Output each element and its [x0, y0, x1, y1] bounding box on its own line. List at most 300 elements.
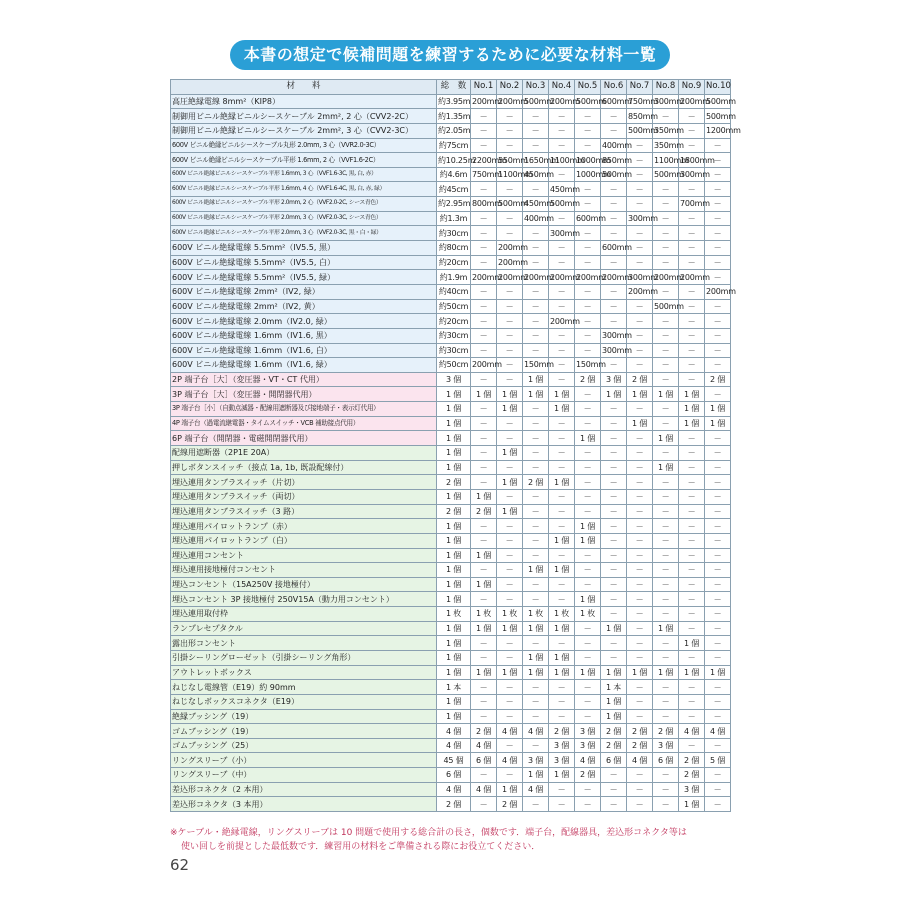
header-problem-3: No.3	[523, 80, 549, 95]
material-name: ねじなしボックスコネクタ（E19）	[171, 694, 437, 709]
problem-4-quantity: 200mm	[549, 94, 575, 109]
problem-2-quantity: 500mm	[497, 197, 523, 212]
problem-10-quantity: －	[705, 797, 731, 812]
problem-4-quantity: －	[549, 299, 575, 314]
problem-2-quantity: －	[497, 577, 523, 592]
problem-2-quantity: －	[497, 372, 523, 387]
header-problem-5: No.5	[575, 80, 601, 95]
problem-8-quantity: －	[653, 768, 679, 783]
problem-2-quantity: －	[497, 431, 523, 446]
problem-2-quantity: 200mm	[497, 241, 523, 256]
material-name: ゴムブッシング（19）	[171, 724, 437, 739]
problem-9-quantity: 2 個	[679, 768, 705, 783]
problem-3-quantity: －	[523, 504, 549, 519]
problem-7-quantity: －	[627, 607, 653, 622]
table-row	[171, 358, 731, 373]
problem-9-quantity: －	[679, 446, 705, 461]
problem-9-quantity: －	[679, 109, 705, 124]
material-name: 2P 端子台［大］（変圧器・VT・CT 代用）	[171, 372, 437, 387]
problem-5-quantity: －	[575, 226, 601, 241]
problem-7-quantity: －	[627, 446, 653, 461]
problem-7-quantity: 2 個	[627, 738, 653, 753]
problem-6-quantity: －	[601, 358, 627, 373]
problem-10-quantity: －	[705, 489, 731, 504]
problem-5-quantity: －	[575, 460, 601, 475]
problem-3-quantity: －	[523, 519, 549, 534]
problem-10-quantity: －	[705, 504, 731, 519]
problem-3-quantity: －	[523, 255, 549, 270]
problem-4-quantity: －	[549, 241, 575, 256]
total-quantity: 2 個	[437, 475, 471, 490]
material-name: 引掛シーリングローゼット（引掛シーリング角形）	[171, 650, 437, 665]
problem-5-quantity: －	[575, 416, 601, 431]
problem-8-quantity: 300mm	[653, 94, 679, 109]
problem-5-quantity: －	[575, 577, 601, 592]
problem-5-quantity: －	[575, 563, 601, 578]
problem-10-quantity: －	[705, 577, 731, 592]
problem-8-quantity: 1 個	[653, 387, 679, 402]
problem-8-quantity: －	[653, 109, 679, 124]
problem-6-quantity: －	[601, 431, 627, 446]
problem-1-quantity: 4 個	[471, 782, 497, 797]
problem-5-quantity: －	[575, 504, 601, 519]
problem-4-quantity: －	[549, 709, 575, 724]
total-quantity: 約4.6m	[437, 167, 471, 182]
problem-5-quantity: －	[575, 446, 601, 461]
problem-3-quantity: －	[523, 299, 549, 314]
problem-3-quantity: 1650mm	[523, 153, 549, 168]
problem-1-quantity: 2 個	[471, 724, 497, 739]
problem-2-quantity: 4 個	[497, 724, 523, 739]
problem-7-quantity: 500mm	[627, 123, 653, 138]
problem-3-quantity: 1 枚	[523, 607, 549, 622]
problem-8-quantity: 1 個	[653, 431, 679, 446]
problem-9-quantity: 700mm	[679, 197, 705, 212]
problem-7-quantity: －	[627, 460, 653, 475]
problem-5-quantity: －	[575, 489, 601, 504]
problem-7-quantity: －	[627, 153, 653, 168]
problem-8-quantity: －	[653, 694, 679, 709]
problem-7-quantity: －	[627, 782, 653, 797]
problem-3-quantity: －	[523, 123, 549, 138]
problem-6-quantity: －	[601, 475, 627, 490]
problem-5-quantity: －	[575, 284, 601, 299]
problem-4-quantity: －	[549, 284, 575, 299]
total-quantity: 約1.9m	[437, 270, 471, 285]
problem-3-quantity: 450mm	[523, 197, 549, 212]
problem-8-quantity: 2 個	[653, 724, 679, 739]
material-name: リングスリーブ（中）	[171, 768, 437, 783]
problem-3-quantity: －	[523, 548, 549, 563]
problem-6-quantity: 200mm	[601, 270, 627, 285]
problem-10-quantity: －	[705, 563, 731, 578]
problem-6-quantity: －	[601, 402, 627, 417]
problem-1-quantity: －	[471, 694, 497, 709]
problem-5-quantity: 3 個	[575, 738, 601, 753]
problem-9-quantity: －	[679, 563, 705, 578]
table-row	[171, 211, 731, 226]
problem-8-quantity: －	[653, 533, 679, 548]
total-quantity: 1 個	[437, 650, 471, 665]
material-name: 3P 端子台［大］（変圧器・開閉器代用）	[171, 387, 437, 402]
problem-5-quantity: 1 枚	[575, 607, 601, 622]
problem-8-quantity: －	[653, 197, 679, 212]
problem-9-quantity: －	[679, 548, 705, 563]
problem-5-quantity: 1000mm	[575, 153, 601, 168]
problem-9-quantity: －	[679, 328, 705, 343]
problem-1-quantity: －	[471, 431, 497, 446]
problem-5-quantity: 1 個	[575, 592, 601, 607]
problem-3-quantity: －	[523, 738, 549, 753]
total-quantity: 1 個	[437, 548, 471, 563]
problem-6-quantity: －	[601, 197, 627, 212]
problem-7-quantity: 1 個	[627, 665, 653, 680]
total-quantity: 6 個	[437, 768, 471, 783]
table-row	[171, 299, 731, 314]
problem-8-quantity: －	[653, 416, 679, 431]
problem-8-quantity: －	[653, 650, 679, 665]
problem-2-quantity: －	[497, 109, 523, 124]
problem-6-quantity: 600mm	[601, 241, 627, 256]
table-row	[171, 431, 731, 446]
problem-1-quantity: －	[471, 255, 497, 270]
problem-1-quantity: －	[471, 519, 497, 534]
problem-4-quantity: －	[549, 694, 575, 709]
problem-2-quantity: －	[497, 328, 523, 343]
problem-6-quantity: －	[601, 782, 627, 797]
table-row	[171, 650, 731, 665]
problem-7-quantity: －	[627, 182, 653, 197]
table-row	[171, 138, 731, 153]
table-row	[171, 489, 731, 504]
problem-7-quantity: －	[627, 709, 653, 724]
problem-2-quantity: 1100mm	[497, 167, 523, 182]
problem-9-quantity: －	[679, 489, 705, 504]
table-row	[171, 592, 731, 607]
total-quantity: 約30cm	[437, 343, 471, 358]
material-name: アウトレットボックス	[171, 665, 437, 680]
problem-4-quantity: －	[549, 372, 575, 387]
problem-3-quantity: －	[523, 226, 549, 241]
problem-8-quantity: －	[653, 636, 679, 651]
total-quantity: 1 個	[437, 621, 471, 636]
problem-8-quantity: －	[653, 680, 679, 695]
problem-1-quantity: 200mm	[471, 358, 497, 373]
problem-3-quantity: －	[523, 314, 549, 329]
problem-4-quantity: －	[549, 416, 575, 431]
problem-3-quantity: －	[523, 138, 549, 153]
problem-7-quantity: 200mm	[627, 284, 653, 299]
footnote-line-1: ※ケーブル・絶縁電線，リングスリーブは 10 問題で使用する総合計の長さ，個数です．端子台，配線器具，差込形コネクタ等は	[170, 828, 687, 838]
header-problem-8: No.8	[653, 80, 679, 95]
problem-5-quantity: －	[575, 123, 601, 138]
problem-10-quantity: －	[705, 782, 731, 797]
problem-10-quantity: 4 個	[705, 724, 731, 739]
total-quantity: 1 個	[437, 636, 471, 651]
problem-6-quantity: 600mm	[601, 94, 627, 109]
problem-1-quantity: 2 個	[471, 504, 497, 519]
material-name: 差込形コネクタ（3 本用）	[171, 797, 437, 812]
problem-9-quantity: －	[679, 431, 705, 446]
problem-7-quantity: －	[627, 650, 653, 665]
problem-6-quantity: －	[601, 460, 627, 475]
problem-2-quantity: 1 個	[497, 782, 523, 797]
problem-9-quantity: 1 個	[679, 387, 705, 402]
problem-2-quantity: －	[497, 226, 523, 241]
problem-2-quantity: －	[497, 694, 523, 709]
problem-3-quantity: －	[523, 446, 549, 461]
problem-10-quantity: －	[705, 211, 731, 226]
problem-3-quantity: －	[523, 431, 549, 446]
problem-3-quantity: －	[523, 797, 549, 812]
problem-3-quantity: －	[523, 489, 549, 504]
problem-8-quantity: 350mm	[653, 138, 679, 153]
total-quantity: 45 個	[437, 753, 471, 768]
material-name: 600V ビニル絶縁電線 2mm²（IV2, 黄）	[171, 299, 437, 314]
problem-10-quantity: －	[705, 299, 731, 314]
problem-9-quantity: －	[679, 358, 705, 373]
material-name: 埋込連用取付枠	[171, 607, 437, 622]
problem-1-quantity: 1 個	[471, 621, 497, 636]
problem-7-quantity: －	[627, 797, 653, 812]
table-row	[171, 548, 731, 563]
problem-5-quantity: －	[575, 694, 601, 709]
problem-8-quantity: 350mm	[653, 123, 679, 138]
problem-8-quantity: －	[653, 797, 679, 812]
material-name: 600V ビニル絶縁電線 1.6mm（IV1.6, 緑）	[171, 358, 437, 373]
problem-10-quantity: －	[705, 358, 731, 373]
problem-8-quantity: 1 個	[653, 460, 679, 475]
problem-5-quantity: 200mm	[575, 270, 601, 285]
problem-1-quantity: －	[471, 446, 497, 461]
problem-7-quantity: 2 個	[627, 724, 653, 739]
problem-6-quantity: 1 個	[601, 694, 627, 709]
total-quantity: 約40cm	[437, 284, 471, 299]
problem-3-quantity: －	[523, 241, 549, 256]
table-row	[171, 372, 731, 387]
problem-6-quantity: 300mm	[601, 343, 627, 358]
problem-4-quantity: －	[549, 255, 575, 270]
total-quantity: 約75cm	[437, 138, 471, 153]
problem-4-quantity: －	[549, 782, 575, 797]
problem-7-quantity: －	[627, 226, 653, 241]
problem-7-quantity: 2 個	[627, 372, 653, 387]
problem-10-quantity: －	[705, 607, 731, 622]
problem-5-quantity: －	[575, 680, 601, 695]
problem-7-quantity: －	[627, 299, 653, 314]
problem-8-quantity: 1 個	[653, 665, 679, 680]
problem-5-quantity: 1 個	[575, 431, 601, 446]
problem-10-quantity: 1 個	[705, 402, 731, 417]
material-name: 制御用ビニル絶縁ビニルシースケーブル 2mm², 2 心（CVV2-2C）	[171, 109, 437, 124]
problem-3-quantity: －	[523, 182, 549, 197]
problem-8-quantity: －	[653, 284, 679, 299]
problem-10-quantity: －	[705, 197, 731, 212]
problem-3-quantity: －	[523, 577, 549, 592]
problem-5-quantity: －	[575, 241, 601, 256]
table-row	[171, 621, 731, 636]
problem-8-quantity: －	[653, 489, 679, 504]
problem-4-quantity: －	[549, 797, 575, 812]
material-name: 600V ビニル絶縁ビニルシースケーブル平形 2.0mm, 3 心（VVF2.0-3C, シース青色）	[171, 211, 437, 226]
table-row	[171, 387, 731, 402]
problem-3-quantity: －	[523, 343, 549, 358]
problem-9-quantity: 200mm	[679, 270, 705, 285]
problem-9-quantity: 1 個	[679, 416, 705, 431]
material-name: 600V ビニル絶縁電線 5.5mm²（IV5.5, 白）	[171, 255, 437, 270]
problem-9-quantity: －	[679, 709, 705, 724]
problem-2-quantity: 1 個	[497, 387, 523, 402]
problem-3-quantity: 1 個	[523, 563, 549, 578]
header-problem-10: No.10	[705, 80, 731, 95]
problem-5-quantity: －	[575, 182, 601, 197]
problem-8-quantity: 1 個	[653, 621, 679, 636]
problem-5-quantity: 1 個	[575, 665, 601, 680]
table-row	[171, 241, 731, 256]
problem-1-quantity: －	[471, 402, 497, 417]
problem-1-quantity: －	[471, 768, 497, 783]
problem-2-quantity: 1 個	[497, 621, 523, 636]
material-name: 押しボタンスイッチ（接点 1a, 1b, 既設配線付）	[171, 460, 437, 475]
material-name: 4P 端子台（過電流継電器・タイムスイッチ・VCB 補助接点代用）	[171, 416, 437, 431]
problem-1-quantity: －	[471, 138, 497, 153]
problem-9-quantity: －	[679, 314, 705, 329]
problem-6-quantity: 2 個	[601, 724, 627, 739]
problem-9-quantity: －	[679, 519, 705, 534]
problem-8-quantity: －	[653, 314, 679, 329]
problem-6-quantity: 300mm	[601, 328, 627, 343]
problem-4-quantity: －	[549, 519, 575, 534]
problem-6-quantity: －	[601, 563, 627, 578]
problem-1-quantity: －	[471, 563, 497, 578]
problem-4-quantity: －	[549, 431, 575, 446]
problem-2-quantity: 1 個	[497, 402, 523, 417]
problem-1-quantity: －	[471, 475, 497, 490]
problem-3-quantity: 1 個	[523, 372, 549, 387]
problem-7-quantity: －	[627, 255, 653, 270]
total-quantity: 約20cm	[437, 314, 471, 329]
table-row	[171, 94, 731, 109]
problem-2-quantity: －	[497, 284, 523, 299]
problem-8-quantity: －	[653, 402, 679, 417]
problem-1-quantity: 1 個	[471, 548, 497, 563]
problem-8-quantity: －	[653, 709, 679, 724]
problem-6-quantity: 3 個	[601, 372, 627, 387]
problem-9-quantity: －	[679, 680, 705, 695]
problem-5-quantity: 3 個	[575, 724, 601, 739]
problem-5-quantity: －	[575, 255, 601, 270]
problem-2-quantity: 1 枚	[497, 607, 523, 622]
material-name: 600V ビニル絶縁電線 1.6mm（IV1.6, 黒）	[171, 328, 437, 343]
table-row	[171, 694, 731, 709]
problem-10-quantity: －	[705, 650, 731, 665]
problem-4-quantity: －	[549, 460, 575, 475]
problem-7-quantity: －	[627, 431, 653, 446]
problem-7-quantity: －	[627, 694, 653, 709]
problem-4-quantity: －	[549, 328, 575, 343]
table-row	[171, 680, 731, 695]
problem-4-quantity: 1 枚	[549, 607, 575, 622]
problem-1-quantity: －	[471, 314, 497, 329]
problem-1-quantity: 1 個	[471, 489, 497, 504]
material-name: 600V ビニル絶縁ビニルシースケーブル平形 1.6mm, 2 心（VVF1.6-2C）	[171, 153, 437, 168]
problem-4-quantity: －	[549, 167, 575, 182]
problem-2-quantity: －	[497, 123, 523, 138]
total-quantity: 約30cm	[437, 328, 471, 343]
problem-10-quantity: 1 個	[705, 416, 731, 431]
problem-4-quantity: 200mm	[549, 314, 575, 329]
problem-1-quantity: －	[471, 226, 497, 241]
problem-2-quantity: 200mm	[497, 94, 523, 109]
problem-1-quantity: 200mm	[471, 270, 497, 285]
problem-9-quantity: －	[679, 372, 705, 387]
problem-1-quantity: －	[471, 709, 497, 724]
header-problem-7: No.7	[627, 80, 653, 95]
problem-5-quantity: －	[575, 475, 601, 490]
table-row	[171, 563, 731, 578]
problem-3-quantity: 4 個	[523, 724, 549, 739]
table-row	[171, 475, 731, 490]
problem-3-quantity: 1 個	[523, 650, 549, 665]
problem-10-quantity: －	[705, 768, 731, 783]
total-quantity: 1 本	[437, 680, 471, 695]
problem-8-quantity: 3 個	[653, 738, 679, 753]
problem-2-quantity: 1 個	[497, 475, 523, 490]
problem-3-quantity: 500mm	[523, 94, 549, 109]
problem-8-quantity: －	[653, 328, 679, 343]
problem-4-quantity: 3 個	[549, 753, 575, 768]
problem-2-quantity: 1 個	[497, 665, 523, 680]
problem-1-quantity: －	[471, 416, 497, 431]
material-name: リングスリーブ（小）	[171, 753, 437, 768]
material-name: 埋込連用タンブラスイッチ（3 路）	[171, 504, 437, 519]
table-row	[171, 402, 731, 417]
problem-2-quantity: －	[497, 563, 523, 578]
problem-4-quantity: 300mm	[549, 226, 575, 241]
material-name: 600V ビニル絶縁ビニルシースケーブル丸形 2.0mm, 3 心（VVR2.0-3C）	[171, 138, 437, 153]
problem-7-quantity: －	[627, 577, 653, 592]
material-name: 高圧絶縁電線 8mm²（KIP8）	[171, 94, 437, 109]
problem-7-quantity: －	[627, 197, 653, 212]
problem-7-quantity: －	[627, 241, 653, 256]
problem-8-quantity: 500mm	[653, 299, 679, 314]
problem-9-quantity: －	[679, 226, 705, 241]
problem-3-quantity: －	[523, 328, 549, 343]
problem-10-quantity: －	[705, 446, 731, 461]
problem-9-quantity: －	[679, 241, 705, 256]
problem-4-quantity: －	[549, 548, 575, 563]
problem-8-quantity: －	[653, 211, 679, 226]
problem-6-quantity: 6 個	[601, 753, 627, 768]
total-quantity: 4 個	[437, 738, 471, 753]
problem-6-quantity: 1 個	[601, 665, 627, 680]
problem-5-quantity: －	[575, 387, 601, 402]
problem-9-quantity: 1 個	[679, 636, 705, 651]
problem-1-quantity: 4 個	[471, 738, 497, 753]
header-problem-6: No.6	[601, 80, 627, 95]
problem-6-quantity: 1 個	[601, 387, 627, 402]
table-row	[171, 182, 731, 197]
problem-2-quantity: 1 個	[497, 446, 523, 461]
problem-4-quantity: 1 個	[549, 533, 575, 548]
problem-3-quantity: －	[523, 709, 549, 724]
problem-7-quantity: －	[627, 343, 653, 358]
problem-10-quantity: －	[705, 314, 731, 329]
material-name: 埋込連用コンセント	[171, 548, 437, 563]
material-name: 配線用遮断器（2P1E 20A）	[171, 446, 437, 461]
problem-2-quantity: －	[497, 138, 523, 153]
problem-9-quantity: －	[679, 607, 705, 622]
